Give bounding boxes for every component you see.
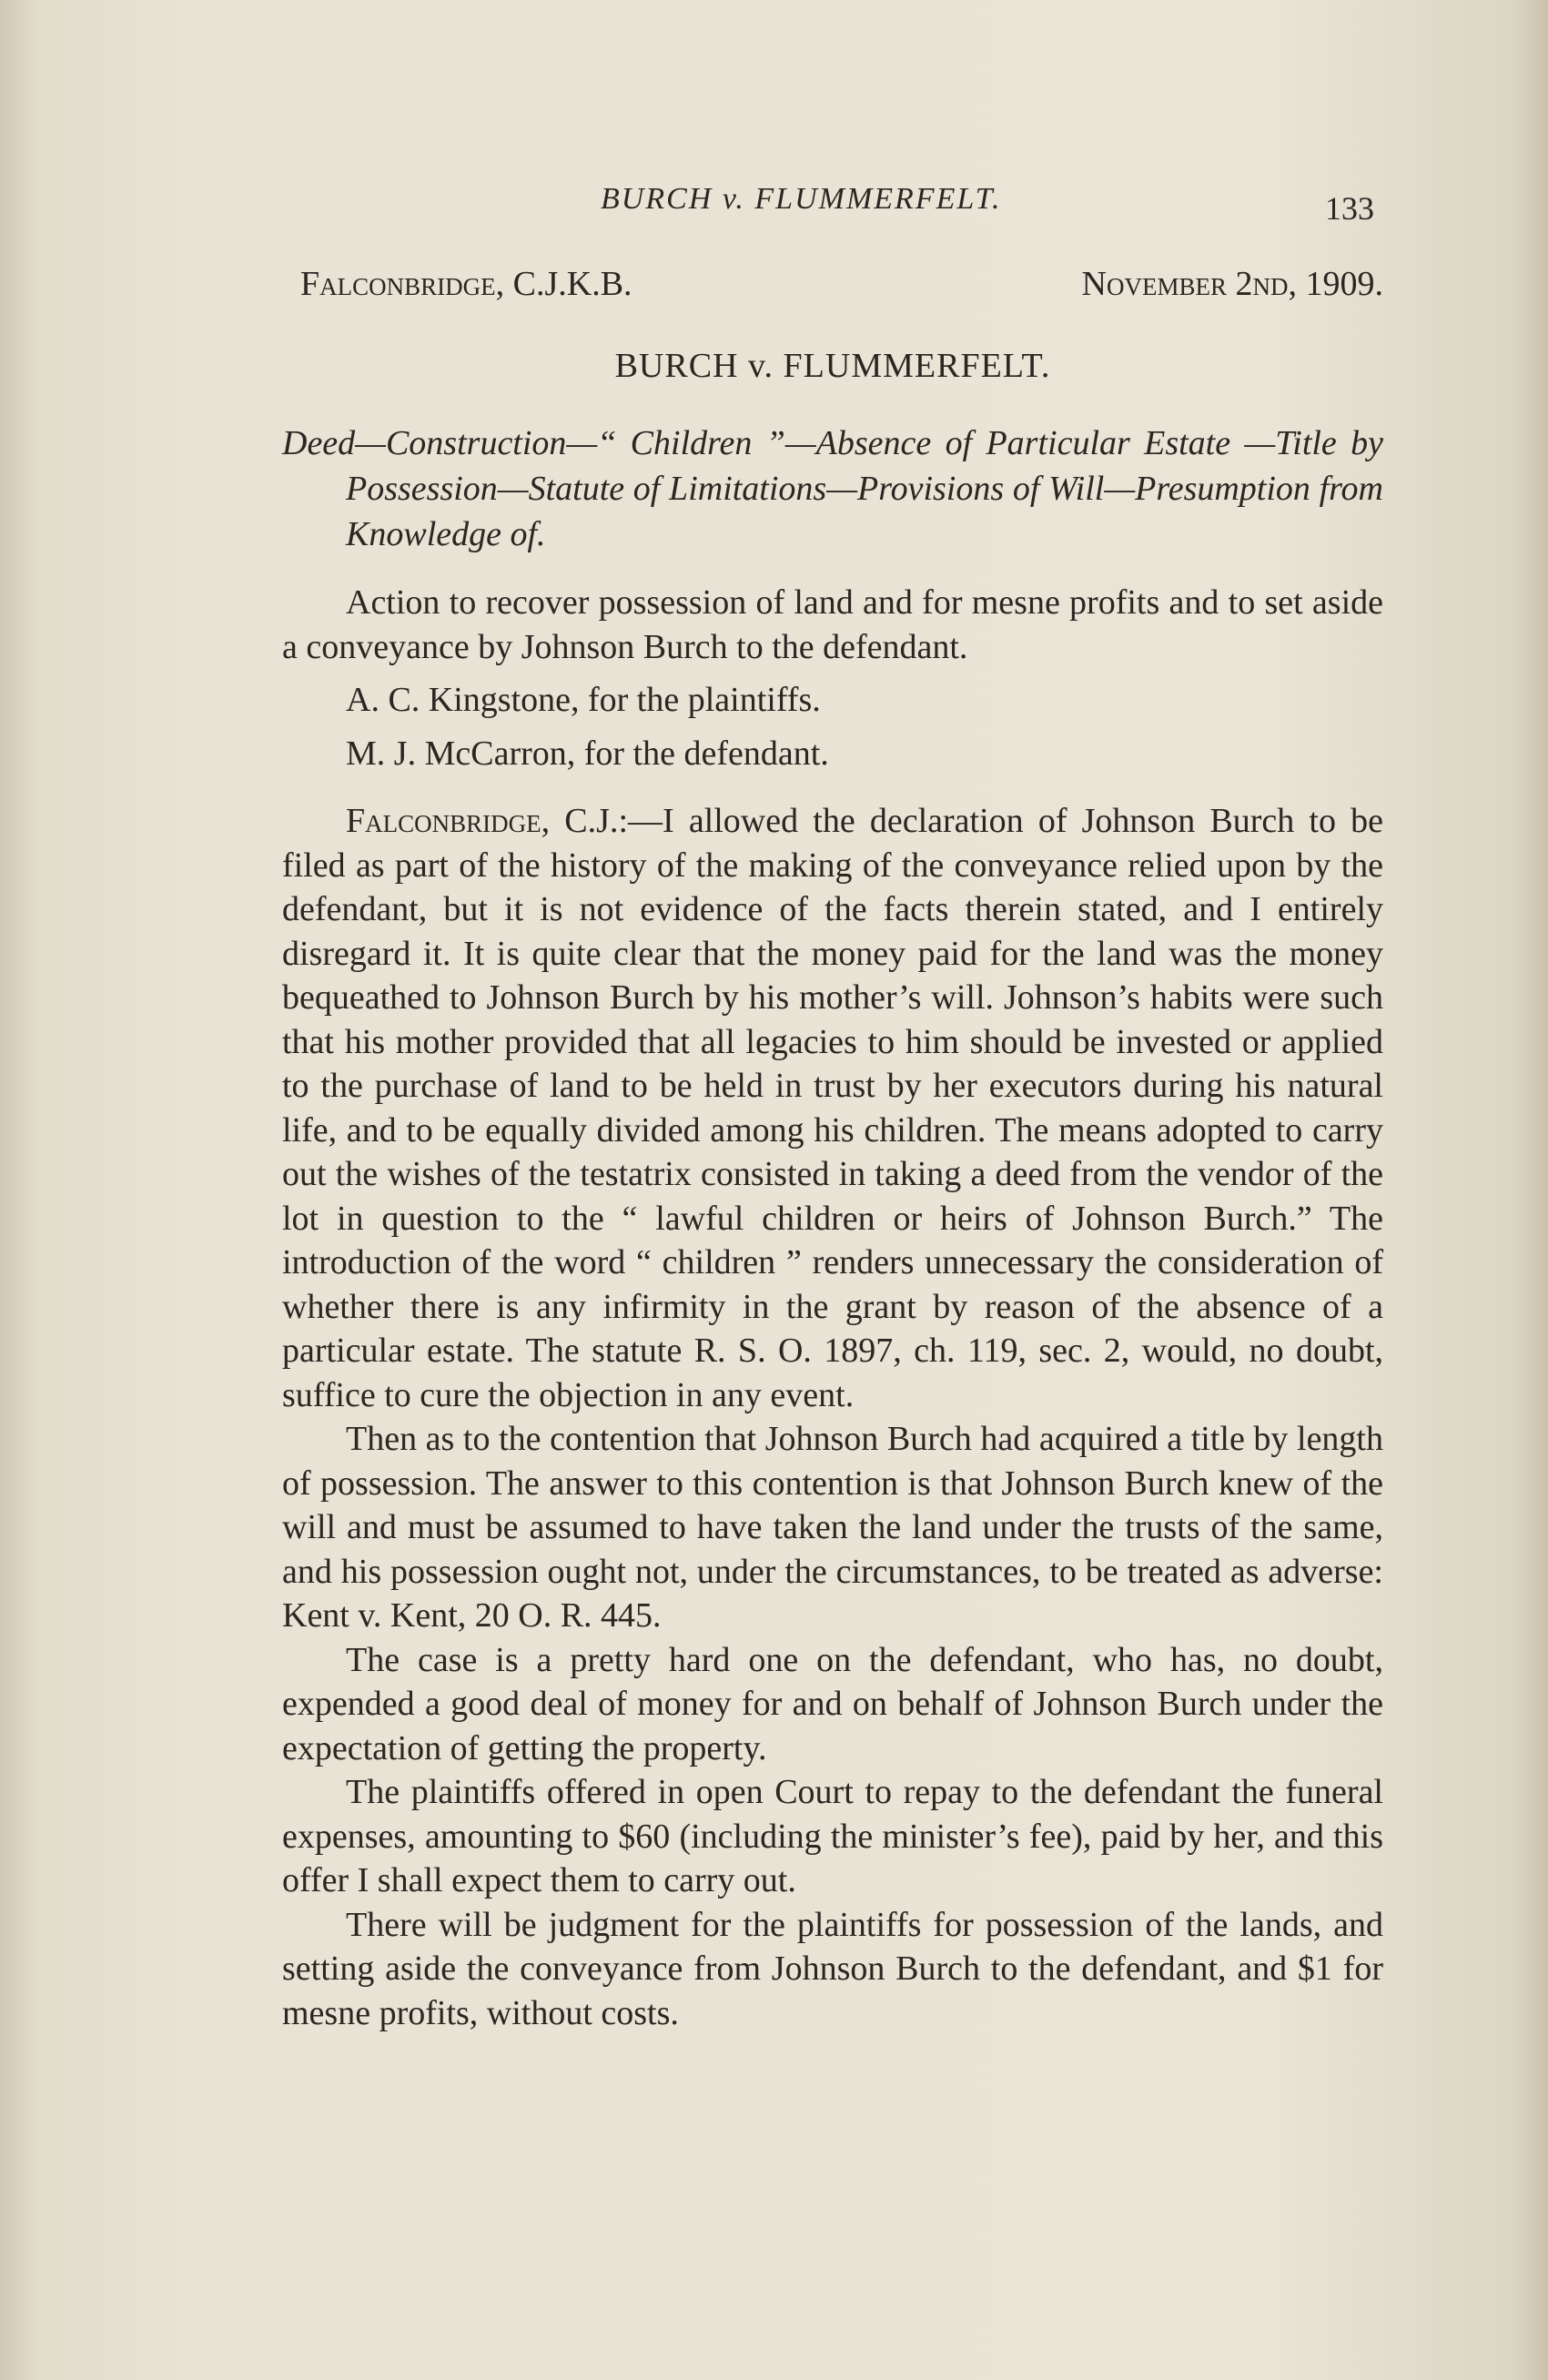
judgment-paragraph-1 [282,799,1383,1417]
opinion-body [282,581,1383,2035]
counsel-plaintiffs: A. C. Kingstone, for the plaintiffs. [346,681,821,719]
page-header [282,182,1374,237]
decision-date: November 2nd, 1909. [1081,265,1383,303]
judgment-paragraph-1-text: :—I allowed the declaration of Johnson Burch to be filed as part of the history of the making of the conveyance relied upon by the defendant, but it is not evidence of the facts therein stated, and I entirely disregard it. It is quite clear that the money paid for the land was the money bequeathed to Johnson Burch by his mother’s will. Johnson’s habits were such that his mother provided that all legacies to him should be invested or applied to the purchase of land to be held in trust by her executors during his natural life, and to be equally divided among his children. The means adopted to carry out the wishes of the testatrix consisted in taking a deed from the vendor of the lot in question to the “ lawful children or heirs of Johnson Burch.” The introduction of the word “ children ” renders unnecessary the consideration of whether there is any infirmity in the grant by reason of the absence of a particular estate. The statute R. S. O. 1897, ch. 119, sec. 2, would, no doubt, suffice to cure the objection in any event. [282,802,1383,1414]
running-head: BURCH v. FLUMMERFELT. [601,182,1002,216]
judgment-paragraph-5: There will be judgment for the plaintiffs for possession of the lands, and setting aside the conveyance from Johnson Burch to the defendant, and $1 for mesne profits, without costs. [282,1905,1383,2032]
judge-name: Falconbridge, C.J.K.B. [300,265,632,303]
headnote: Deed—Construction—“ Children ”—Absence of Particular Estate —Title by Possession—Statute of Limitations—Provisions of Will—Presumption from Knowledge of. [282,424,1383,553]
action-paragraph: Action to recover possession of land and for mesne profits and to set aside a conveyance by Johnson Burch to the defendant. [282,583,1383,666]
judgment-speaker: Falconbridge, C.J. [346,802,619,840]
case-meta-line [300,264,1383,304]
judgment-paragraph-4: The plaintiffs offered in open Court to repay to the defendant the funeral expenses, amounting to $60 (including the minister’s fee), paid by her, and this offer I shall expect them to carry out. [282,1773,1383,1899]
counsel-defendant: M. J. McCarron, for the defendant. [346,734,829,773]
page-number: 133 [1325,190,1374,227]
judgment-paragraph-2: Then as to the contention that Johnson Burch had acquired a title by length of possession. The answer to this contention is that Johnson Burch knew of the will and must be assumed to have taken the land under the trusts of the same, and his possession ought not, under the circumstances, to be treated as adverse: Kent v. Kent, 20 O. R. 445. [282,1420,1383,1635]
judgment-paragraph-3: The case is a pretty hard one on the defendant, who has, no doubt, expended a good deal of money for and on behalf of Johnson Burch under the expectation of getting the property. [282,1640,1383,1767]
case-title: BURCH v. FLUMMERFELT. [614,347,1051,385]
